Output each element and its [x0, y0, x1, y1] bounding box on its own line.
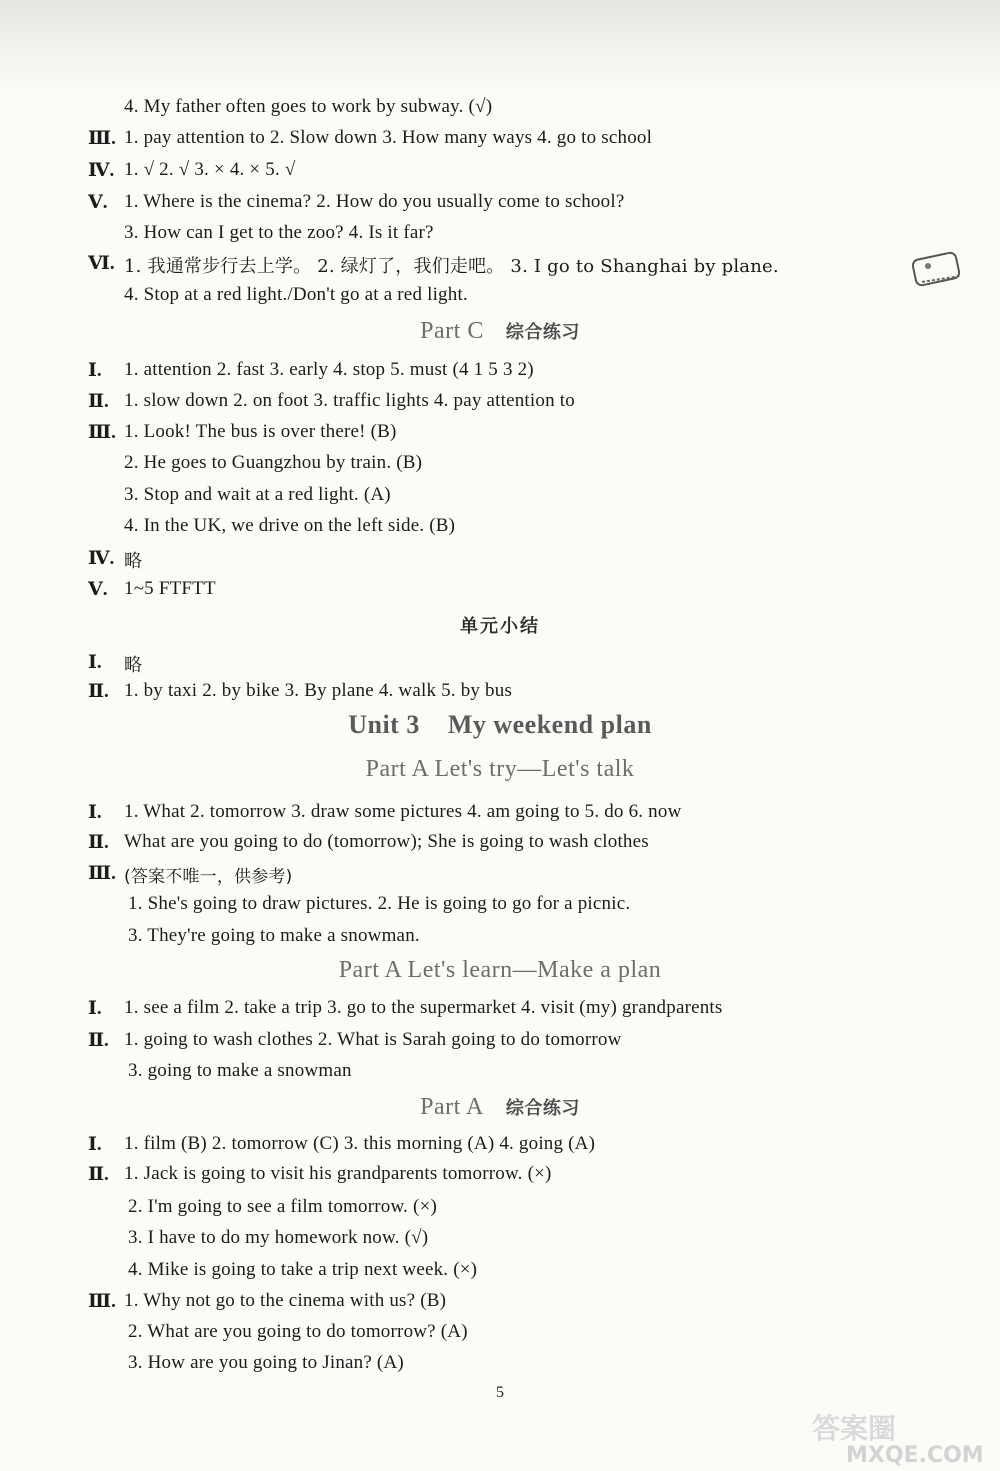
roman-numeral: Ⅲ. [88, 1291, 116, 1312]
unit-name: My weekend plan [447, 710, 652, 739]
part-a-label: Part A [420, 1094, 484, 1120]
answer-line: 1. Look! The bus is over there! (B) [124, 421, 397, 442]
part-a-learn-heading: Part A Let's learn—Make a plan [338, 957, 662, 983]
roman-numeral: Ⅲ. [88, 863, 116, 884]
part-a-exercise-heading [0, 1094, 1000, 1121]
part-c-label: Part C [420, 318, 484, 344]
svg-text:答案圈: 答案圈 [812, 1412, 897, 1445]
answer-note: (答案不唯一，供参考) [124, 867, 293, 887]
page-number: 5 [496, 1384, 504, 1401]
part-c-heading [0, 318, 1000, 345]
answer-line: 1. pay attention to 2. Slow down 3. How many ways 4. go to school [124, 127, 653, 148]
answer-line: 2. What are you going to do tomorrow? (A) [128, 1321, 468, 1342]
answer-line: 1. She's going to draw pictures. 2. He is going to go for a picnic. [128, 893, 631, 914]
answer-line: 3. How can I get to the zoo? 4. Is it far? [124, 222, 434, 243]
answer-line: 4. In the UK, we drive on the left side. (B) [124, 515, 456, 536]
binding-stamp-icon [910, 246, 968, 294]
answer-line: 2. He goes to Guangzhou by train. (B) [124, 452, 423, 473]
roman-numeral: Ⅱ. [88, 681, 109, 702]
answer-line: 1. What 2. tomorrow 3. draw some pictures 4. am going to 5. do 6. now [124, 801, 682, 822]
roman-numeral: Ⅴ. [88, 579, 108, 600]
answer-line: 2. I'm going to see a film tomorrow. (×) [128, 1196, 438, 1217]
answer-line: 1. 我通常步行去上学。 2. 绿灯了，我们走吧。 3. I go to Shanghai by plane. [124, 256, 779, 277]
roman-numeral: Ⅱ. [88, 391, 109, 412]
answer-line: 3. I have to do my homework now. (√) [128, 1227, 429, 1248]
answer-line: 4. Mike is going to take a trip next week. (×) [128, 1259, 478, 1280]
answer-line: 1~5 FTFTT [124, 578, 216, 599]
answer-line: 4. My father often goes to work by subway. (√) [124, 96, 493, 117]
svg-text:MXQE.COM: MXQE.COM [846, 1443, 984, 1466]
answer-line: What are you going to do (tomorrow); She is going to wash clothes [124, 831, 649, 852]
answer-line: 1. attention 2. fast 3. early 4. stop 5. must (4 1 5 3 2) [124, 359, 534, 380]
answer-line: 3. Stop and wait at a red light. (A) [124, 484, 391, 505]
answer-line: 3. How are you going to Jinan? (A) [128, 1352, 404, 1373]
roman-numeral: Ⅵ. [88, 253, 115, 274]
answer-line: 1. Why not go to the cinema with us? (B) [124, 1290, 447, 1311]
scan-shadow [0, 0, 1000, 92]
roman-numeral: Ⅲ. [88, 128, 116, 149]
answer-line: 1. film (B) 2. tomorrow (C) 3. this morning (A) 4. going (A) [124, 1133, 596, 1154]
roman-numeral: Ⅰ. [88, 802, 102, 823]
roman-numeral: Ⅰ. [88, 998, 102, 1019]
answer-line: 1. Where is the cinema? 2. How do you usually come to school? [124, 191, 625, 212]
answer-line: 1. slow down 2. on foot 3. traffic lights 4. pay attention to [124, 390, 575, 411]
answer-line: 1. by taxi 2. by bike 3. By plane 4. walk 5. by bus [124, 680, 513, 701]
answer-line: 3. They're going to make a snowman. [128, 925, 420, 946]
roman-numeral: Ⅱ. [88, 1164, 109, 1185]
answer-line: 1. see a film 2. take a trip 3. go to the supermarket 4. visit (my) grandparents [124, 997, 723, 1018]
roman-numeral: Ⅰ. [88, 1134, 102, 1155]
answer-line: 1. going to wash clothes 2. What is Sarah going to do tomorrow [124, 1029, 622, 1050]
unit-summary-heading: 单元小结 [460, 616, 540, 637]
part-a-talk-heading: Part A Let's try—Let's talk [365, 756, 635, 782]
roman-numeral: Ⅰ. [88, 652, 102, 673]
roman-numeral: Ⅳ. [88, 160, 115, 181]
unit-label: Unit 3 [348, 710, 420, 739]
roman-numeral: Ⅱ. [88, 1030, 109, 1051]
roman-numeral: Ⅴ. [88, 192, 108, 213]
part-a-subtitle: 综合练习 [505, 1098, 580, 1119]
roman-numeral: Ⅱ. [88, 832, 109, 853]
roman-numeral: Ⅲ. [88, 422, 116, 443]
answer-line: 略 [124, 655, 143, 676]
answer-line: 略 [124, 551, 143, 572]
answer-line: 1. Jack is going to visit his grandparents tomorrow. (×) [124, 1163, 552, 1184]
roman-numeral: Ⅰ. [88, 360, 102, 381]
answer-line: 4. Stop at a red light./Don't go at a red light. [124, 284, 468, 305]
part-c-subtitle: 综合练习 [505, 322, 580, 343]
unit-title [0, 710, 1000, 740]
watermark-logo-icon [806, 1408, 986, 1466]
answer-line: 1. √ 2. √ 3. × 4. × 5. √ [124, 159, 296, 180]
answer-line: 3. going to make a snowman [128, 1060, 352, 1081]
roman-numeral: Ⅳ. [88, 548, 115, 569]
